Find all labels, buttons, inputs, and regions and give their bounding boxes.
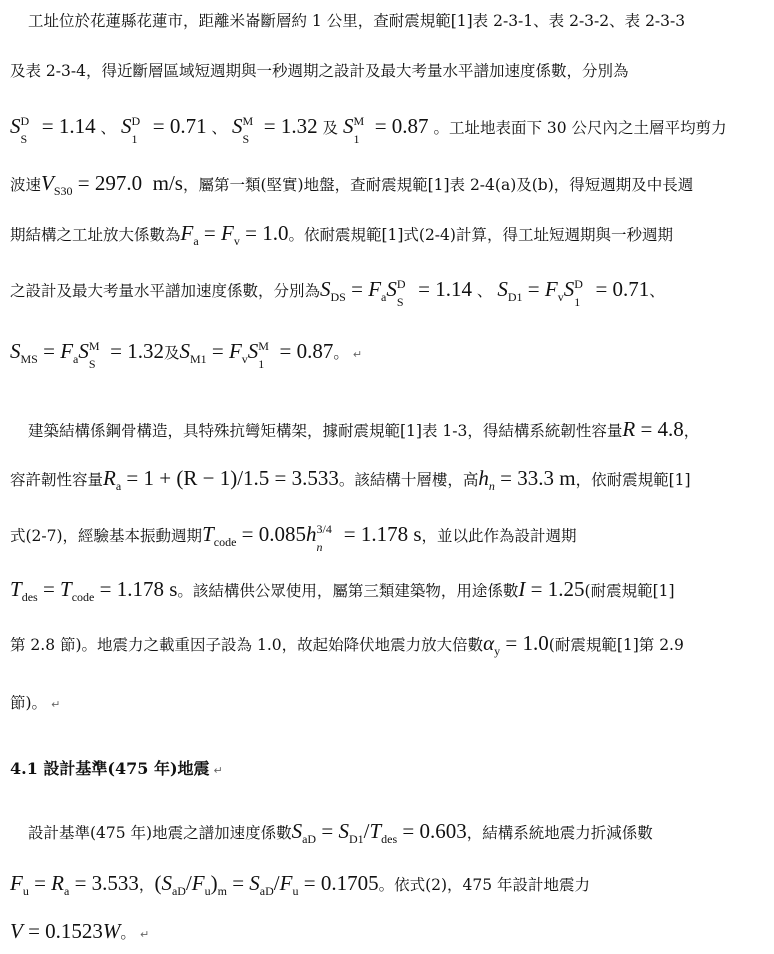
eq-vs30: $V_{S30} = 297.0$ m/s — [41, 171, 183, 198]
eq-Fu: $F_u = R_a = 3.533$ — [10, 871, 139, 898]
eq-sd1: $S_{D1} = F_vS$ D 1 = 0.71 — [497, 277, 650, 309]
paragraph-1-line-3: S D S = 1.14 、 S D 1 = 0.71 、 S M S = 1.32 及 S M 1 = 0.87 。工址地表面下 30 公尺內之土層平均剪力 — [10, 114, 727, 146]
paragraph-2-line-3: 式(2-7)，經驗基本振動週期$T_{code} = 0.085h$ 3/4 n = 1.178 s，並以此作為設計週期 — [10, 522, 577, 554]
paragraph-1-line-2: 及表 2-3-4，得近斷層區域短週期與一秒週期之設計及最大考量水平譜加速度係數，分別為 — [10, 62, 629, 80]
eq-ss-m: S M S = 1.32 — [231, 114, 318, 146]
paragraph-1-line-4: 波速$V_{S30} = 297.0$ m/s，屬第一類(堅實)地盤，查耐震規範[1]表 2-4(a)及(b)，得短週期及中長週 — [10, 171, 694, 198]
paragraph-mark-icon: ↵ — [213, 764, 223, 777]
paragraph-3-line-1: 設計基準(475 年)地震之譜加速度係數$S_{aD} = S_{D1}/T_{des} = 0.603$，結構系統地震力折減係數 — [28, 819, 653, 846]
paragraph-1-line-6: 之設計及最大考量水平譜加速度係數，分別為$S_{DS} = F_aS$ D S = 1.14 、 $S_{D1} = F_vS$ D 1 = 0.71、 — [10, 277, 665, 309]
eq-hn: $h_n = 33.3$ m — [478, 466, 576, 493]
eq-Ra: $R_a = 1 + (R - 1)/1.5 = 3.533$ — [103, 466, 339, 493]
paragraph-2-line-2: 容許韌性容量$R_a = 1 + (R - 1)/1.5 = 3.533$。該結構十層樓，高$h_n = 33.3$ m，依耐震規範[1] — [10, 466, 691, 493]
paragraph-mark-icon: ↵ — [352, 348, 363, 361]
eq-R: R = 4.8 — [622, 417, 684, 441]
eq-alpha: $\alpha_y = 1.0$ — [483, 631, 549, 658]
paragraph-2-line-5: 第 2.8 節)。地震力之載重因子設為 1.0，故起始降伏地震力放大倍數$\alpha_y = 1.0$(耐震規範[1]第 2.9 — [10, 631, 684, 658]
paragraph-2-line-1: 建築結構係鋼骨構造，具特殊抗彎矩構架，據耐震規範[1]表 1-3，得結構系統韌性容量R = 4.8， — [28, 417, 700, 441]
paragraph-2-line-6: 節)。 ↵ — [10, 694, 61, 712]
paragraph-1-line-1: 工址位於花蓮縣花蓮市，距離米崙斷層約 1 公里，查耐震規範[1]表 2-3-1、表 2-3-2、表 2-3-3 — [28, 12, 686, 30]
section-heading: 4.1 設計基準(475 年)地震 ↵ — [10, 759, 223, 778]
paragraph-3-line-3: V = 0.1523W。 ↵ — [10, 919, 150, 943]
eq-s1-m: S M 1 = 0.87 — [342, 114, 429, 146]
paragraph-3-line-2: $F_u = R_a = 3.533$，$(S_{aD}/F_u)_m = S_{aD}/F_u = 0.1705$。依式(2)，475 年設計地震力 — [10, 871, 591, 898]
eq-tdes: $T_{des} = T_{code} = 1.178$ s — [10, 577, 178, 604]
eq-s1-d: S D 1 = 0.71 — [120, 114, 207, 146]
eq-sms: $S_{MS} = F_aS$ M S = 1.32 — [10, 339, 164, 371]
paragraph-1-line-5: 期結構之工址放大係數為$F_a = F_v = 1.0$。依耐震規範[1]式(2-4)計算，得工址短週期與一秒週期 — [10, 221, 673, 248]
eq-sds: $S_{DS} = F_aS$ D S = 1.14 — [320, 277, 472, 309]
eq-ss-d: S D S = 1.14 — [10, 114, 96, 146]
eq-tcode: $T_{code} = 0.085h$ 3/4 n = 1.178 s — [202, 522, 422, 554]
eq-I: I = 1.25 — [518, 577, 585, 601]
eq-SaD: $S_{aD} = S_{D1}/T_{des} = 0.603$ — [291, 819, 467, 846]
paragraph-mark-icon: ↵ — [139, 928, 150, 941]
eq-sm1: $S_{M1} = F_vS$ M 1 = 0.87 — [179, 339, 334, 371]
eq-fa-fv: $F_a = F_v = 1.0$ — [180, 221, 289, 248]
paragraph-1-line-7: $S_{MS} = F_aS$ M S = 1.32及$S_{M1} = F_vS$ M 1 = 0.87。 ↵ — [10, 339, 363, 371]
eq-SaD-Fu: $(S_{aD}/F_u)_m = S_{aD}/F_u = 0.1705$ — [154, 871, 379, 898]
paragraph-mark-icon: ↵ — [51, 698, 61, 711]
paragraph-2-line-4: $T_{des} = T_{code} = 1.178$ s。該結構供公眾使用，屬第三類建築物，用途係數I = 1.25(耐震規範[1] — [10, 577, 675, 604]
eq-V: V = 0.1523W — [10, 919, 121, 943]
